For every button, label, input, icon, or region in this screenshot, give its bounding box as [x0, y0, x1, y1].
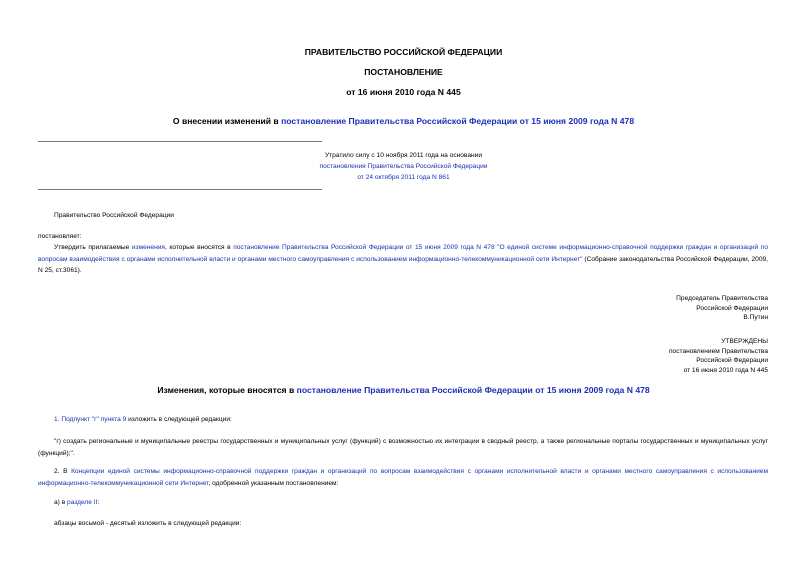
- validity-link-1[interactable]: постановления Правительства Российской Федерации: [319, 163, 488, 170]
- sub-item-a: [38, 497, 768, 509]
- quote-1-text: "г) создать региональные и муниципальные реестры государственных и муниципальных услуг (функций) с возможностью их интеграции в сводный реестр, а также региональные порталы государственных и муниципальных услуг (функций);".: [38, 438, 768, 457]
- paragraphs-text: абзацы восьмой - десятый изложить в следующей редакции:: [54, 520, 242, 527]
- signature-line-2: Российской Федерации: [696, 304, 768, 312]
- document-title-link[interactable]: постановление Правительства Российской Федерации от 15 июня 2009 года N 478: [281, 116, 635, 126]
- document-title-prefix: О внесении изменений в: [172, 116, 282, 126]
- section-2-link[interactable]: разделе II: [67, 499, 98, 506]
- changes-link[interactable]: изменения: [131, 244, 165, 251]
- item-2-number: 2. В: [54, 468, 72, 475]
- separator-top: [38, 141, 322, 142]
- resolution-478-link[interactable]: постановление Правительства Российской Федерации от 15 июня 2009 года N 478 "О единой системе информационно-справочной поддержки граждан и организаций по вопросам взаимодействия с органами исполнительной власти и органами местного самоуправления с использованием информационно-телекоммуникационной сети Интернет": [38, 244, 768, 263]
- item-1: [38, 414, 768, 426]
- signature-line-1: Председатель Правительства: [676, 295, 768, 302]
- item-2: [38, 466, 768, 489]
- approve-paragraph: [38, 242, 768, 277]
- government-paragraph: [38, 210, 768, 222]
- item-1-text: изложить в следующей редакции:: [126, 416, 232, 423]
- approved-line-1: УТВЕРЖДЕНЫ: [721, 338, 768, 345]
- changes-title: [0, 385, 807, 395]
- signature-name: В.Путин: [743, 314, 768, 321]
- document-type: ПОСТАНОВЛЕНИЕ: [364, 67, 443, 77]
- validity-line-1: Утратило силу с 10 ноября 2011 года на основании: [324, 152, 483, 159]
- item-2-text: , одобренной указанным постановлением:: [208, 479, 339, 487]
- approved-block: [669, 337, 768, 375]
- sub-item-a-prefix: а) в: [54, 499, 68, 506]
- approved-line-3: Российской Федерации: [696, 357, 768, 364]
- approve-mid: , которые вносятся в: [165, 244, 234, 251]
- signature-block: [676, 294, 768, 323]
- changes-title-prefix: Изменения, которые вносятся в: [157, 385, 297, 395]
- separator-bottom: [38, 189, 322, 190]
- item-1-number: 1.: [54, 416, 62, 423]
- quote-1: [38, 436, 768, 459]
- sub-item-a-suffix: :: [97, 499, 100, 506]
- document-date-number: от 16 июня 2010 года N 445: [346, 87, 461, 97]
- decides-text: постановляет:: [38, 233, 82, 240]
- validity-link-2[interactable]: от 24 октября 2011 года N 861: [357, 174, 450, 181]
- government-title: ПРАВИТЕЛЬСТВО РОССИЙСКОЙ ФЕДЕРАЦИИ: [304, 47, 503, 57]
- document-title: [0, 116, 807, 126]
- changes-title-link[interactable]: постановление Правительства Российской Федерации от 15 июня 2009 года N 478: [296, 385, 650, 395]
- validity-note: [0, 150, 807, 183]
- decides-paragraph: [38, 231, 768, 243]
- government-text: Правительство Российской Федерации: [54, 212, 174, 219]
- approved-line-2: постановлением Правительства: [668, 347, 768, 355]
- concept-link[interactable]: Концепции единой системы информационно-справочной поддержки граждан и организаций по вопросам взаимодействия с органами исполнительной власти и органами местного самоуправления с использованием информационно-телекоммуникационной сети Интернет: [38, 468, 768, 487]
- approved-line-4: от 16 июня 2010 года N 445: [683, 366, 768, 374]
- paragraphs-line: [38, 518, 768, 530]
- item-1-link[interactable]: Подпункт "г" пункта 9: [61, 416, 127, 423]
- approve-prefix: Утвердить прилагаемые: [54, 244, 132, 251]
- approve-suffix: (Собрание законодательства Российской Федерации, 2009, N 25, ст.3061).: [38, 255, 768, 274]
